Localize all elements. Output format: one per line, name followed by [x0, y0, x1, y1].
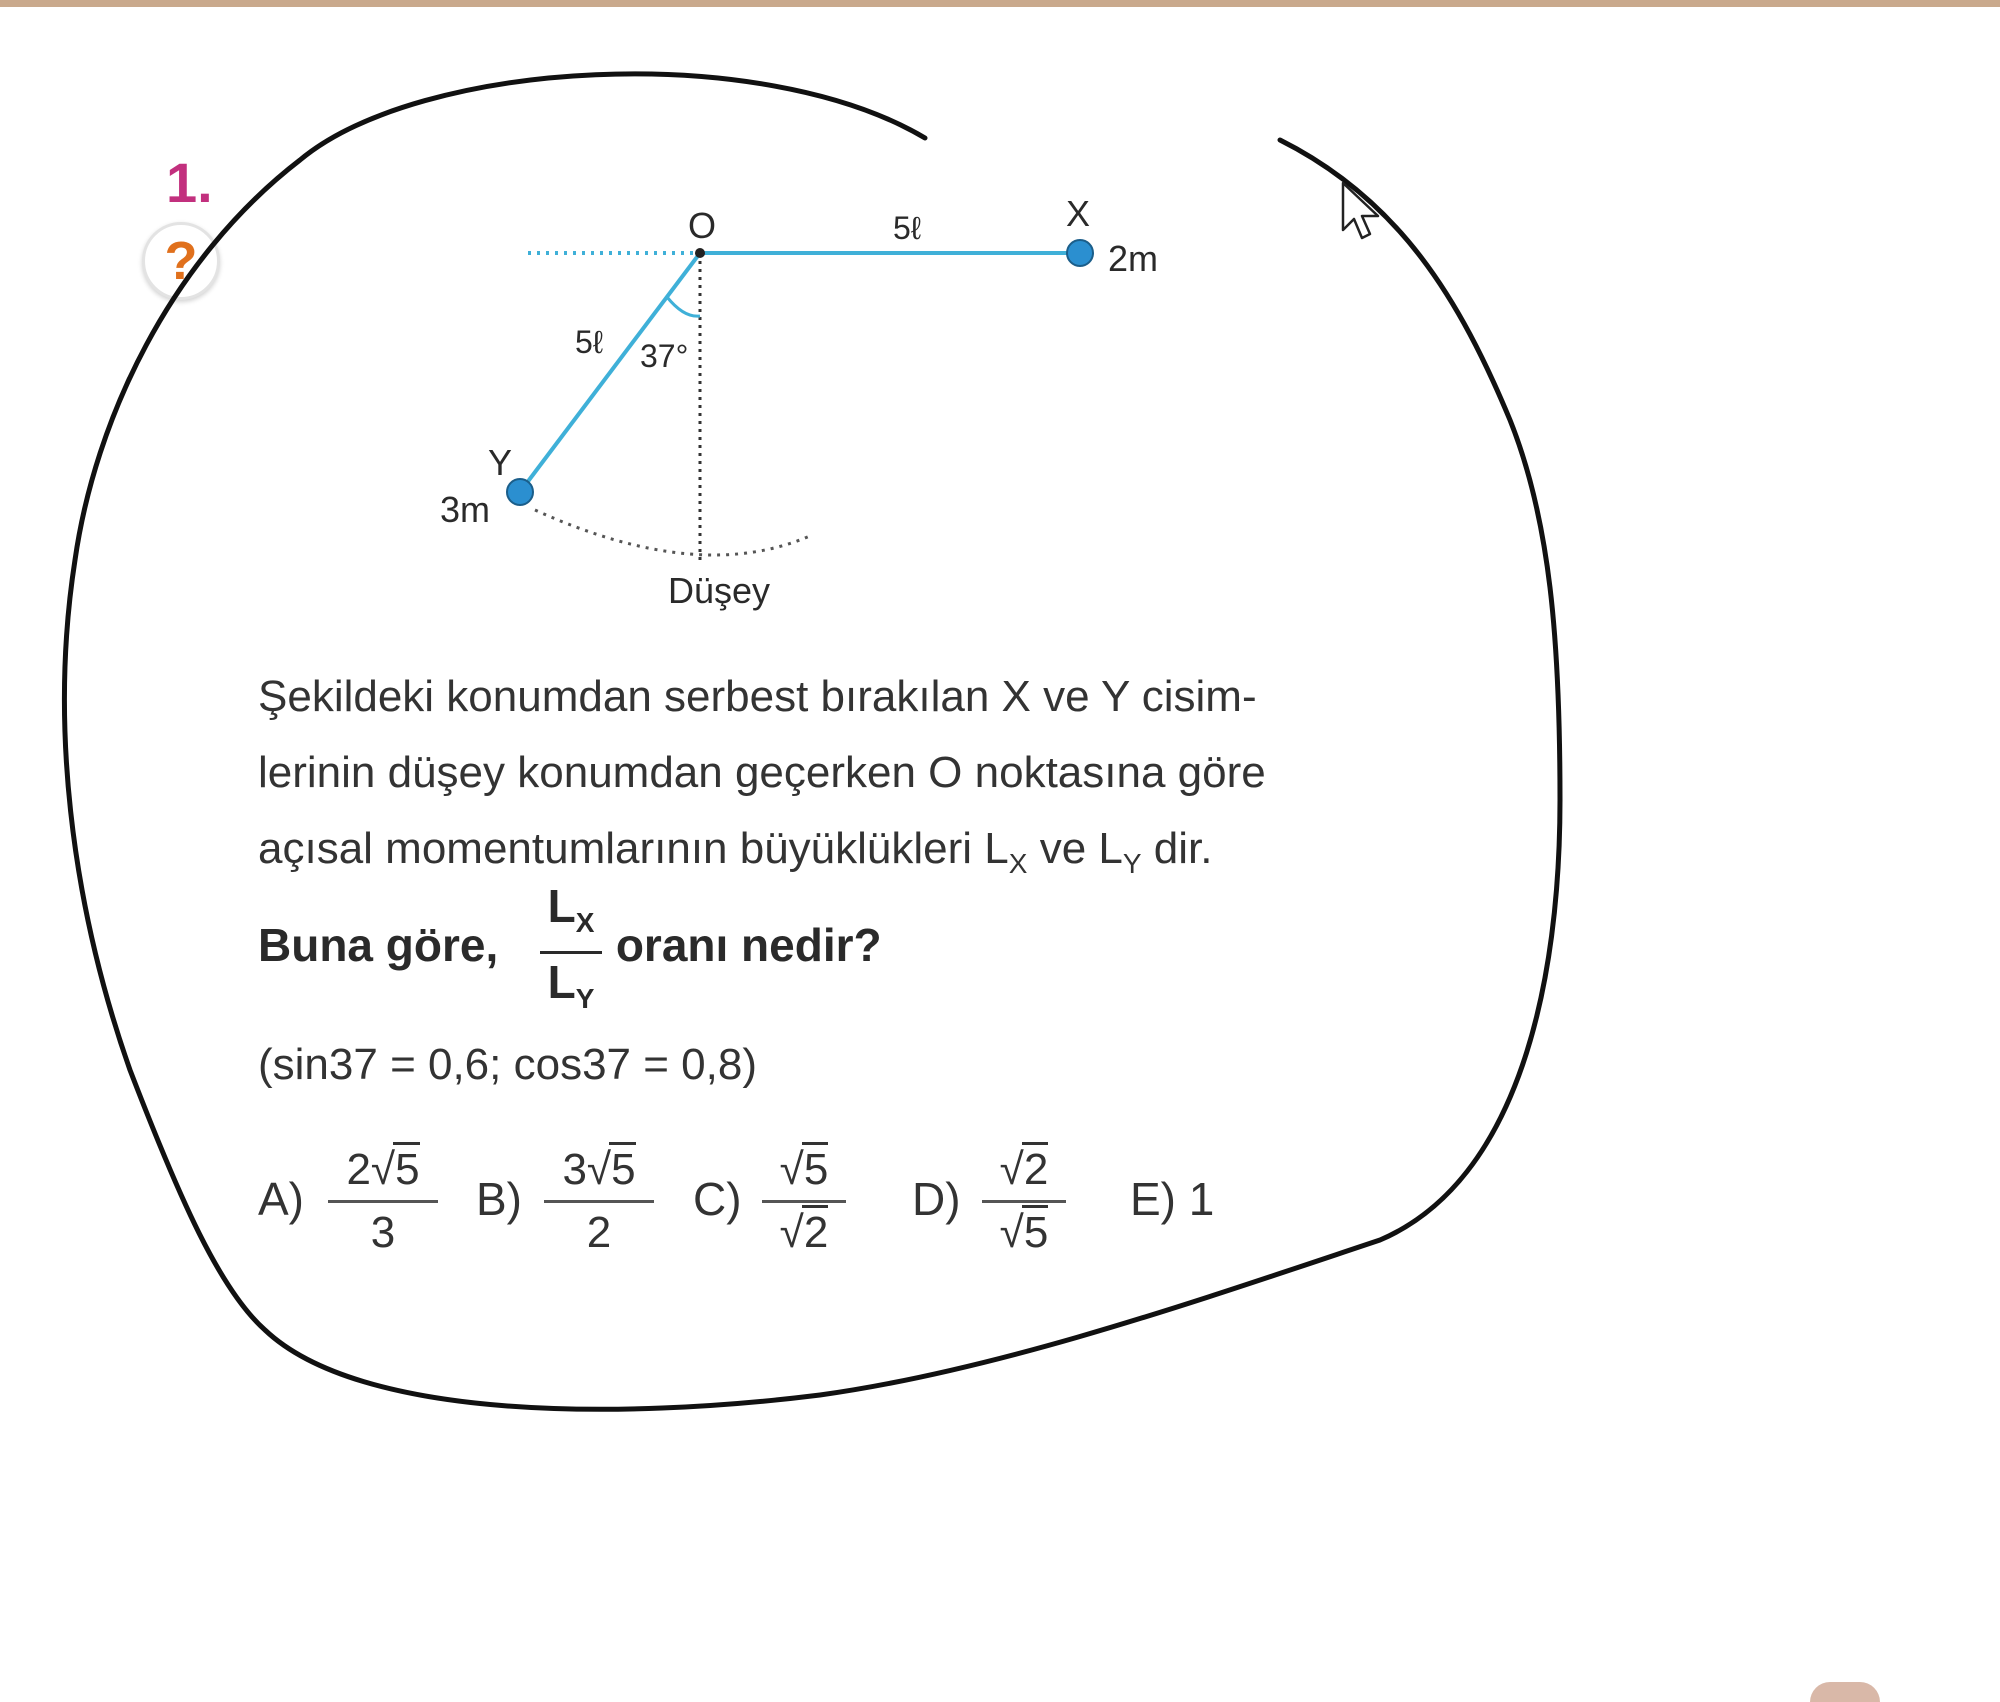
option-D-value: √2 √5: [982, 1144, 1066, 1259]
pivot-point: [695, 248, 705, 258]
vertical-label: Düşey: [668, 570, 771, 611]
mass-Y-label: 3m: [440, 489, 491, 530]
angle-label: 37°: [640, 338, 689, 374]
question-number: 1.: [166, 151, 213, 214]
option-B-letter: B): [476, 1173, 522, 1225]
ball-X: [1067, 240, 1093, 266]
angle-arc: [667, 297, 700, 316]
length-OX-label: 5ℓ: [893, 210, 922, 246]
option-A-value: 2√5 3: [328, 1144, 438, 1259]
option-B-value: 3√5 2: [544, 1144, 654, 1259]
question-prompt: Buna göre, oranı nedir?: [258, 919, 882, 971]
partial-badge-edge: [1810, 1682, 1880, 1702]
paragraph-line-2: lerinin düşey konumdan geçerken O noktasına göre: [258, 748, 1266, 797]
label-O: O: [688, 205, 717, 246]
paragraph-line-1: Şekildeki konumdan serbest bırakılan X ve Y cisim-: [258, 672, 1257, 721]
swing-arc: [535, 510, 812, 555]
label-X: X: [1066, 193, 1091, 234]
paragraph-line-3: açısal momentumlarının büyüklükleri $L_X$ ve $L_Y$ dir.: [258, 824, 1213, 879]
given-values: (sin37 = 0,6; cos37 = 0,8): [258, 1040, 757, 1089]
hint-button[interactable]: ?: [142, 222, 220, 300]
label-Y: Y: [488, 442, 513, 483]
option-C-value: √5 √2: [762, 1144, 846, 1259]
ratio-fraction: $L_X$ $L_Y$: [536, 880, 606, 1025]
option-C-letter: C): [693, 1173, 742, 1225]
length-OY-label: 5ℓ: [575, 324, 604, 360]
mass-X-label: 2m: [1108, 238, 1159, 279]
option-D-letter: D): [912, 1173, 961, 1225]
option-A-letter: A): [258, 1173, 304, 1225]
option-E: E) 1: [1130, 1173, 1215, 1225]
